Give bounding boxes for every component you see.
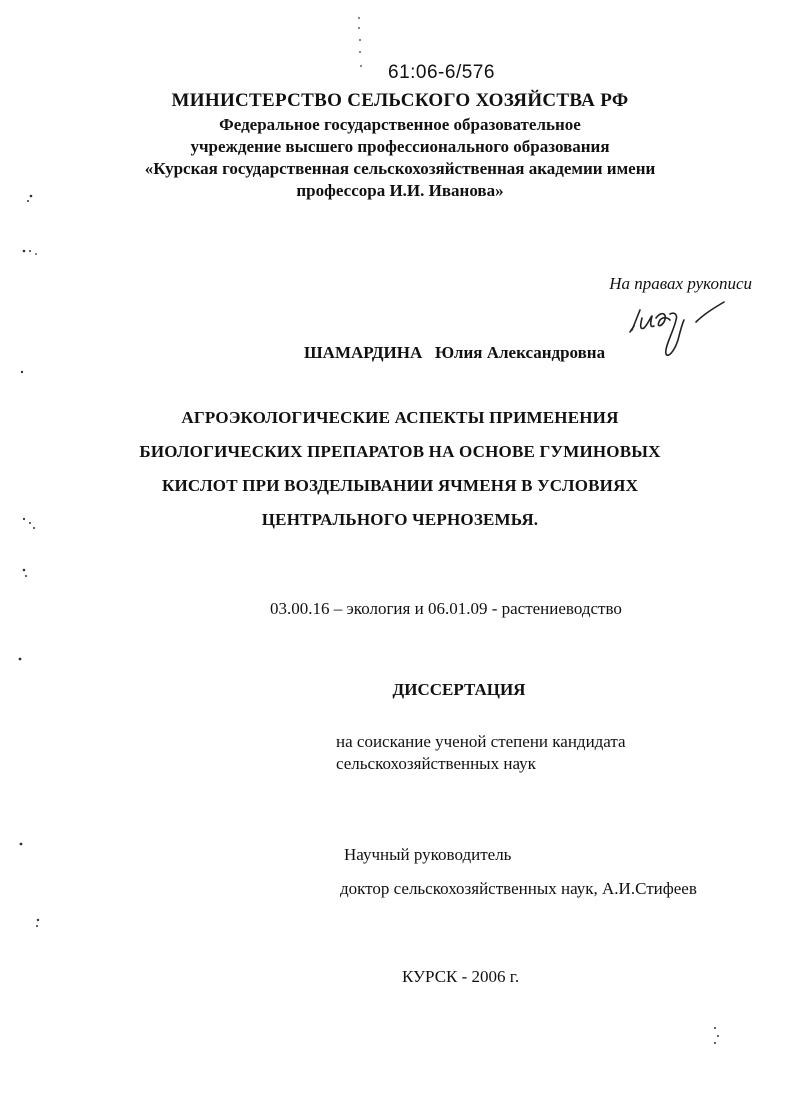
title-line: ЦЕНТРАЛЬНОГО ЧЕРНОЗЕМЬЯ.: [261, 510, 539, 529]
author-surname: ШАМАРДИНА: [304, 343, 423, 362]
document-type: ДИССЕРТАЦИЯ: [392, 680, 526, 699]
organization-line: учреждение высшего профессионального образования: [190, 137, 610, 156]
degree-statement: [336, 731, 626, 775]
author-given-name: Юлия Александровна: [435, 343, 606, 362]
degree-line: сельскохозяйственных наук: [336, 754, 536, 773]
organization-block: [0, 114, 800, 202]
city-year: КУРСК - 2006 г.: [402, 967, 520, 986]
organization-line: Федеральное государственное образовательное: [219, 115, 581, 134]
degree-line: на соискание ученой степени кандидата: [336, 732, 626, 751]
archive-stamp: 61:06-6/576: [388, 62, 495, 83]
organization-line: профессора И.И. Иванова»: [296, 181, 504, 200]
title-line: БИОЛОГИЧЕСКИХ ПРЕПАРАТОВ НА ОСНОВЕ ГУМИНОВЫХ: [139, 442, 661, 461]
title-line: КИСЛОТ ПРИ ВОЗДЕЛЫВАНИИ ЯЧМЕНЯ В УСЛОВИЯХ: [161, 476, 639, 495]
manuscript-note: На правах рукописи: [609, 274, 752, 293]
advisor-credentials: доктор сельскохозяйственных наук, А.И.Стифеев: [340, 879, 697, 898]
title-line: АГРОЭКОЛОГИЧЕСКИЕ АСПЕКТЫ ПРИМЕНЕНИЯ: [181, 408, 619, 427]
author-signature: [620, 296, 740, 360]
organization-line: «Курская государственная сельскохозяйственная академии имени: [144, 159, 656, 178]
author-name: [304, 343, 605, 363]
ministry-heading: МИНИСТЕРСТВО СЕЛЬСКОГО ХОЗЯЙСТВА РФ: [171, 90, 629, 111]
advisor-role: Научный руководитель: [344, 845, 512, 864]
specialty-codes: 03.00.16 – экология и 06.01.09 - растениеводство: [270, 599, 622, 618]
dissertation-title: [0, 401, 800, 537]
